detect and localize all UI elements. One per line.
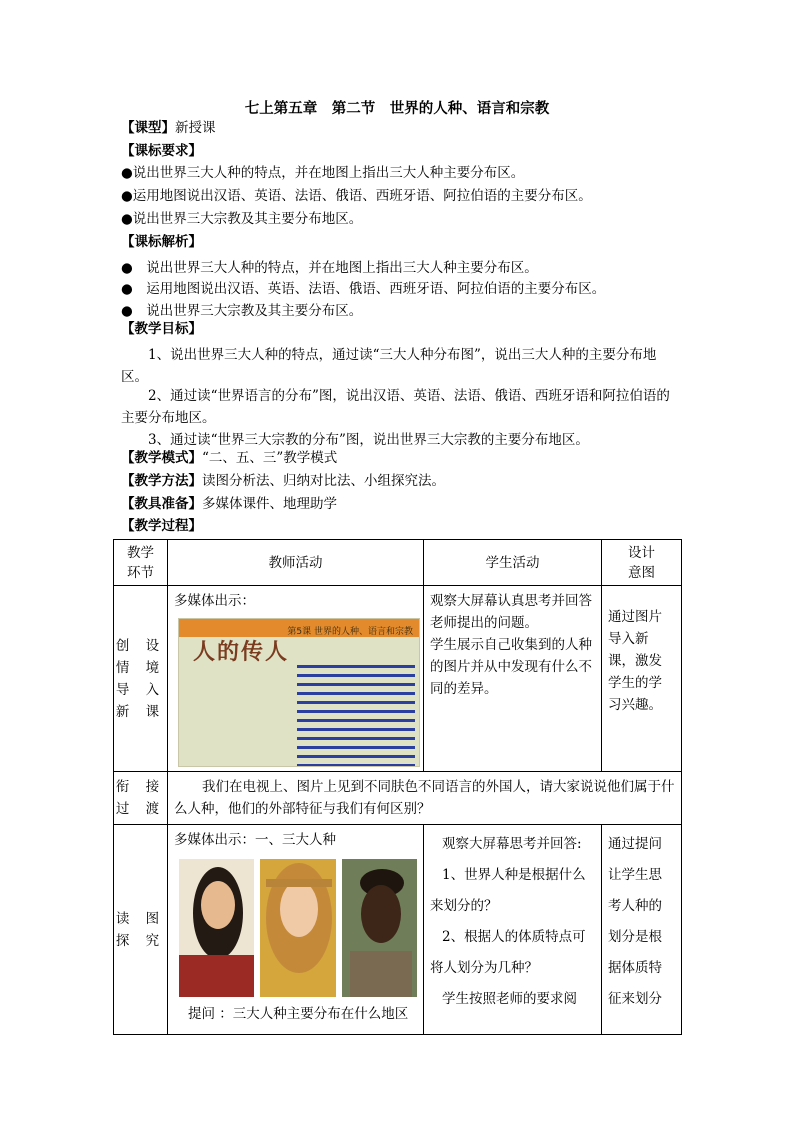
- slide-faint-text: [219, 714, 291, 736]
- analysis-item: ● 运用地图说出汉语、英语、法语、俄语、西班牙语、阿拉伯语的主要分布区。: [121, 281, 606, 297]
- goals-label: 【教学目标】: [121, 321, 202, 337]
- table-row: [114, 586, 682, 772]
- standards-item: ●说出世界三大人种的特点，并在地图上指出三大人种主要分布区。: [121, 165, 525, 181]
- teacher-title: 多媒体出示：一、三大人种: [174, 832, 336, 848]
- student-line: 2、根据人的体质特点可将人划分为几种？: [430, 929, 586, 976]
- race-photos: [179, 859, 417, 997]
- stage-cell: 创 设 情 境 导 入 新 课: [114, 586, 168, 772]
- intent-cell: 通过提问让学生思考人种的划分是根据体质特征来划分: [602, 825, 682, 1035]
- teacher-question: 提问 ：三大人种主要分布在什么地区: [188, 1006, 409, 1022]
- stage-cell: 衔 接 过 渡: [114, 772, 168, 825]
- slide-header-bar: [179, 619, 419, 637]
- teaching-methods-label: 【教学方法】: [121, 473, 202, 489]
- photo-asian-woman: [179, 859, 254, 997]
- standards-item: ●运用地图说出汉语、英语、法语、俄语、西班牙语、阿拉伯语的主要分布区。: [121, 188, 592, 204]
- student-line: 1、世界人种是根据什么来划分的？: [430, 867, 586, 914]
- lesson-type-label: 【课型】: [121, 120, 175, 136]
- slide-text-lines: [297, 659, 415, 767]
- table-row: [114, 825, 682, 1035]
- photo-caucasian-woman: [260, 859, 335, 997]
- teaching-mode-label: 【教学模式】: [121, 450, 202, 466]
- goal-item: 2、通过读“世界语言的分布”图，说出汉语、英语、法语、俄语、西班牙语和阿拉伯语的主要分布地区。: [121, 388, 670, 426]
- teacher-cell: [168, 586, 424, 772]
- slide-big-title: 人的传人: [193, 639, 290, 665]
- student-line: 观察大屏幕思考并回答:: [442, 836, 582, 852]
- table-header-row: [114, 540, 682, 586]
- teaching-methods: [121, 471, 445, 491]
- analysis-item: ● 说出世界三大人种的特点，并在地图上指出三大人种主要分布区。: [121, 260, 538, 276]
- teacher-text: 多媒体出示：: [174, 593, 255, 609]
- student-cell: 观察大屏幕认真思考并回答老师提出的问题。 学生展示自己收集到的人种的图片并从中发现有什么不同的差异。: [424, 586, 602, 772]
- student-cell: [424, 825, 602, 1035]
- teacher-cell: [168, 825, 424, 1035]
- header-intent: 设计 意图: [602, 540, 682, 586]
- goal-item: 3、通过读“世界三大宗教的分布”图，说出世界三大宗教的主要分布地区。: [148, 432, 589, 448]
- photo-african-girl: [342, 859, 417, 997]
- teaching-methods-value: 读图分析法、归纳对比法、小组探究法。: [202, 473, 445, 489]
- process-label: 【教学过程】: [121, 518, 202, 534]
- stage-cell: 读 图 探 究: [114, 825, 168, 1035]
- analysis-item: ● 说出世界三大宗教及其主要分布区。: [121, 303, 363, 319]
- slide-image: [178, 618, 420, 767]
- student-line: 学生按照老师的要求阅: [442, 991, 577, 1007]
- standards-item: ●说出世界三大宗教及其主要分布地区。: [121, 211, 363, 227]
- teaching-mode: [121, 448, 337, 468]
- header-teacher: 教师活动: [168, 540, 424, 586]
- transition-cell: 我们在电视上、图片上见到不同肤色不同语言的外国人，请大家说说他们属于什么人种，他们的外部特征与我们有何区别？: [168, 772, 682, 825]
- document-title: 七上第五章 第二节 世界的人种、语言和宗教: [244, 100, 550, 117]
- lesson-type: [121, 118, 216, 138]
- teaching-tools: [121, 494, 337, 514]
- header-student: 学生活动: [424, 540, 602, 586]
- teaching-tools-label: 【教具准备】: [121, 496, 202, 512]
- teaching-tools-value: 多媒体课件、地理助学: [202, 496, 337, 512]
- lesson-type-value: 新授课: [175, 120, 216, 136]
- teaching-mode-value: “二、五、三”教学模式: [202, 450, 338, 466]
- table-row: [114, 772, 682, 825]
- analysis-label: 【课标解析】: [121, 234, 202, 250]
- standards-label: 【课标要求】: [121, 143, 202, 159]
- lesson-process-table: [113, 539, 682, 1035]
- intent-cell: 通过图片导入新课，激发学生的学习兴趣。: [602, 586, 682, 772]
- header-stage: 教学 环节: [114, 540, 168, 586]
- slide-header-text: 第5课 世界的人种、语言和宗教: [287, 627, 413, 637]
- goal-item: 1、说出世界三大人种的特点，通过读“三大人种分布图”，说出三大人种的主要分布地区。: [121, 347, 657, 385]
